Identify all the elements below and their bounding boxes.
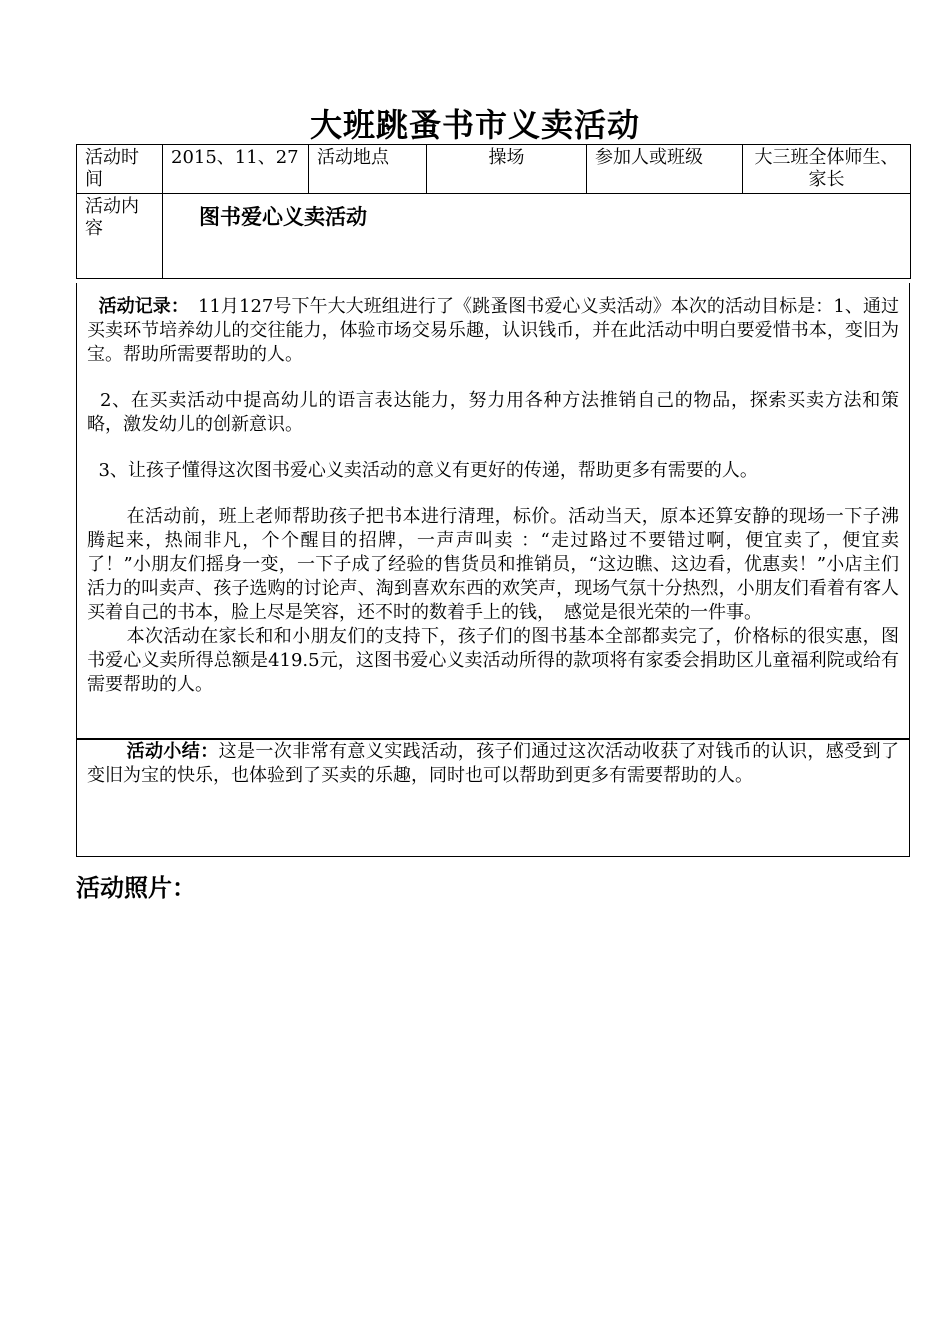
record-paragraph-4: 在活动前，班上老师帮助孩子把书本进行清理，标价。活动当天，原本还算安静的现场一下子沸腾起来，热闹非凡，个个醒目的招牌，一声声叫卖 ：“走过路过不要错过啊，便宜卖了，便宜卖了！”小朋友们摇身一变，一下子成了经验的售货员和推销员，“这边瞧、这边看，优惠卖！”小店主们活力的叫卖声、孩子选购的讨论声、淘到喜欢东西的欢笑声，现场气氛十分热烈，小朋友们看着有客人买着自己的书本，脸上尽是笑容，还不时的数着手上的钱， 感觉是很光荣的一件事。 xyxy=(87,506,899,623)
summary-text: 这是一次非常有意义实践活动，孩子们通过这次活动收获了对钱币的认识，感受到了变旧为宝的快乐，也体验到了买卖的乐趣，同时也可以帮助到更多有需要帮助的人。 xyxy=(87,741,900,786)
place-label: 活动地点 xyxy=(309,145,427,194)
record-text-1: 11月127号下午大大班组进行了《跳蚤图书爱心义卖活动》本次的活动目标是：1、通过买卖环节培养幼儿的交往能力，体验市场交易乐趣，认识钱币，并在此活动中明白要爱惜书本，变旧为宝。帮助所需要帮助的人。 xyxy=(87,296,900,365)
time-value: 2015、11、27 xyxy=(163,145,309,194)
activity-info-table xyxy=(76,144,911,279)
record-text-3: 3、让孩子懂得这次图书爱心义卖活动的意义有更好的传递，帮助更多有需要的人。 xyxy=(98,460,758,481)
time-label: 活动时间 xyxy=(77,145,163,194)
record-text-2: 2、在买卖活动中提高幼儿的语言表达能力，努力用各种方法推销自己的物品，探索买卖方法和策略，激发幼儿的创新意识。 xyxy=(87,390,899,435)
content-value: 图书爱心义卖活动 xyxy=(199,205,367,229)
content-label: 活动内容 xyxy=(77,194,163,279)
record-label: 活动记录： xyxy=(98,296,180,317)
participants-label: 参加人或班级 xyxy=(587,145,743,194)
participants-value: 大三班全体师生、家长 xyxy=(743,145,911,194)
summary-label: 活动小结： xyxy=(126,741,219,762)
content-row xyxy=(77,194,911,279)
content-cell xyxy=(163,194,911,279)
photos-heading: 活动照片： xyxy=(76,874,196,902)
activity-summary-section xyxy=(76,739,910,857)
activity-record-section xyxy=(76,283,910,739)
page-title: 大班跳蚤书市义卖活动 xyxy=(309,106,640,144)
record-paragraph-2 xyxy=(77,389,909,437)
summary-paragraph xyxy=(77,740,909,788)
place-value: 操场 xyxy=(427,145,587,194)
info-row xyxy=(77,145,911,194)
record-paragraph-1 xyxy=(77,295,909,367)
record-paragraph-3 xyxy=(77,459,909,483)
record-paragraph-5: 本次活动在家长和和小朋友们的支持下，孩子们的图书基本全部都卖完了，价格标的很实惠，图书爱心义卖所得总额是419.5元，这图书爱心义卖活动所得的款项将有家委会捐助区儿童福利院或给有需要帮助的人。 xyxy=(87,626,899,695)
